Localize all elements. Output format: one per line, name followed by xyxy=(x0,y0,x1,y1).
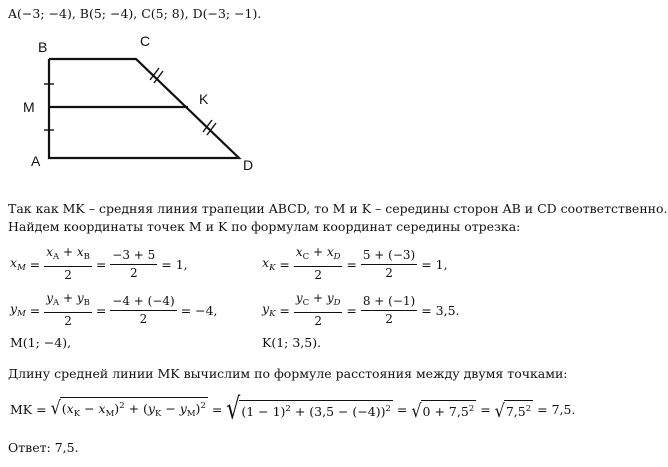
label-a: A xyxy=(31,153,41,169)
label-d: D xyxy=(243,157,254,173)
label-c: C xyxy=(140,33,151,49)
formula-xk: $x_K$ = $\frac{x_C + x_D}{2}$ = $\frac{5 + (-3)}{2}$ = 1, xyxy=(262,245,448,282)
distance-instruction: Длину средней линии MK вычислим по формуле расстояния между двумя точками: xyxy=(8,366,568,381)
label-m: M xyxy=(23,99,35,115)
point-k: K(1; 3,5). xyxy=(262,335,322,350)
formula-xm: $x_M$ = $\frac{x_A + x_B}{2}$ = $\frac{-3 + 5}{2}$ = 1, xyxy=(10,245,188,282)
formula-mk: MK = $√(x_K - x_M)^2 + (y_K - y_M)^2$ = $√(1 - 1)^2 + (3,5 - (-4))^2$ = $√0 + 7,5^2$ = $√7,5^2$ = 7,5. xyxy=(10,392,576,427)
answer: Ответ: 7,5. xyxy=(8,440,79,455)
trapezoid-outline xyxy=(49,59,239,158)
point-m: M(1; −4), xyxy=(10,335,72,350)
label-b: B xyxy=(38,39,48,55)
label-k: K xyxy=(199,91,209,107)
given-points: A(−3; −4), B(5; −4), C(5; 8), D(−3; −1). xyxy=(8,6,262,21)
midpoint-instruction: Найдем координаты точек M и K по формулам координат середины отрезка: xyxy=(8,219,521,234)
formula-ym: $y_M$ = $\frac{y_A + y_B}{2}$ = $\frac{-4 + (-4)}{2}$ = −4, xyxy=(10,291,218,328)
midline-statement: Так как MK – средняя линия трапеции ABCD, то M и K – середины сторон AB и CD соответственно. xyxy=(8,201,668,216)
formula-yk: $y_K$ = $\frac{y_C + y_D}{2}$ = $\frac{8 + (-1)}{2}$ = 3,5. xyxy=(262,291,460,328)
trapezoid-figure xyxy=(0,0,270,180)
